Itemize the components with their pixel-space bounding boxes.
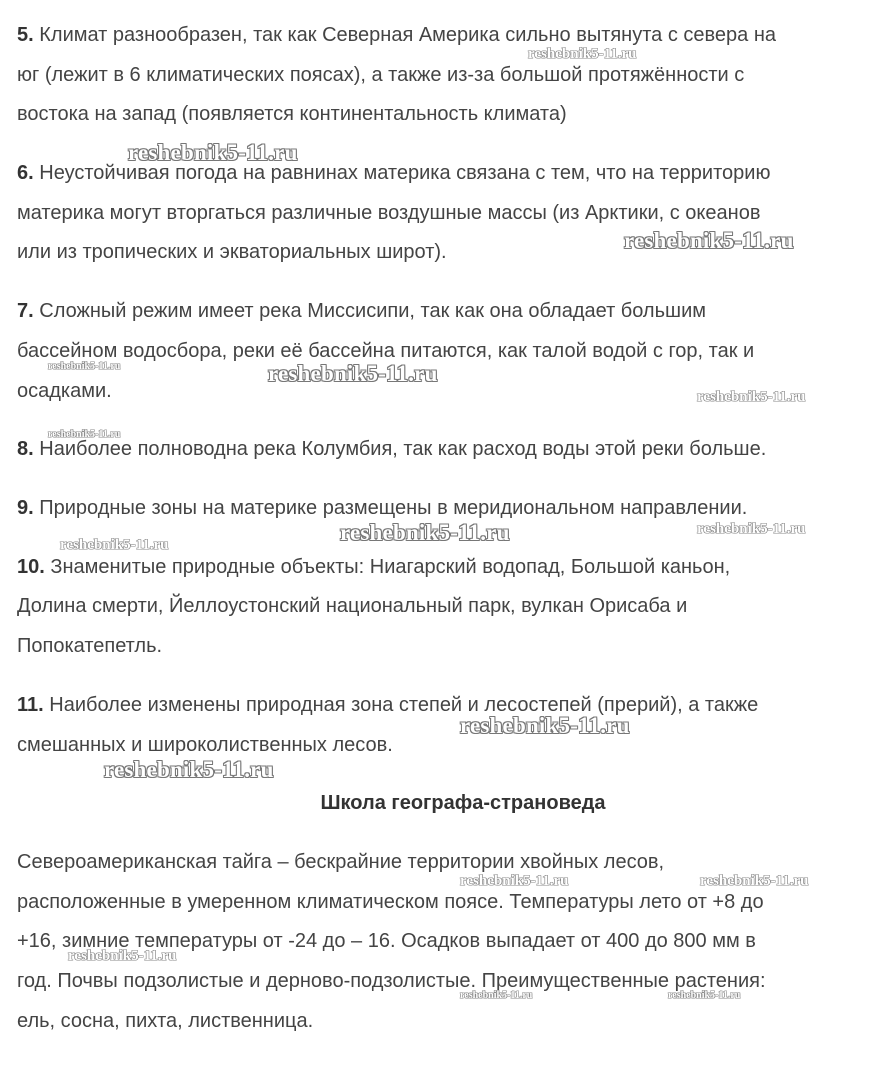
watermark: reshebnik5-11.ru [104, 757, 274, 782]
answer-6-number: 6. [17, 162, 34, 184]
answer-7-line-2: бассейном водосбора, реки её бассейна питаются, как талой водой с гор, так и [17, 340, 755, 362]
answer-11-line-2: смешанных и широколиственных лесов. [17, 734, 393, 756]
answer-11-line-1: 11. Наиболее изменены природная зона степей и лесостепей (прерий), а также [17, 694, 759, 716]
watermark: reshebnik5-11.ru [460, 990, 533, 1001]
answer-6-line-2: материка могут вторгаться различные воздушные массы (из Арктики, с океанов [17, 202, 761, 224]
watermark: reshebnik5-11.ru [268, 361, 438, 386]
watermark: reshebnik5-11.ru [528, 46, 637, 62]
section-line-2: расположенные в умеренном климатическом поясе. Температуры лето от +8 до [17, 891, 764, 913]
answer-10-line-3: Попокатепетль. [17, 635, 163, 657]
answer-10-number: 10. [17, 556, 45, 578]
answer-5-number: 5. [17, 24, 34, 46]
section-line-3: +16, зимние температуры от -24 до – 16. Осадков выпадает от 400 до 800 мм в [17, 930, 756, 952]
answer-7-number: 7. [17, 300, 34, 322]
section-line-5: ель, сосна, пихта, лиственница. [17, 1010, 314, 1032]
answer-10-line-1: 10. Знаменитые природные объекты: Ниагарский водопад, Большой каньон, [17, 556, 731, 578]
watermark: reshebnik5-11.ru [624, 228, 794, 253]
watermark: reshebnik5-11.ru [700, 873, 809, 889]
watermark: reshebnik5-11.ru [68, 948, 177, 964]
watermark: reshebnik5-11.ru [668, 990, 741, 1001]
watermark: reshebnik5-11.ru [460, 873, 569, 889]
answer-10-line-2: Долина смерти, Йеллоустонский национальный парк, вулкан Орисаба и [17, 595, 688, 617]
watermark: reshebnik5-11.ru [48, 361, 121, 372]
section-line-4: год. Почвы подзолистые и дерново-подзолистые. Преимущественные растения: [17, 970, 766, 992]
answer-6-line-1: 6. Неустойчивая погода на равнинах материка связана с тем, что на территорию [17, 162, 771, 184]
section-title: Школа географа-страноведа [320, 792, 606, 814]
answer-6-line-3: или из тропических и экваториальных широт). [17, 241, 447, 263]
watermark: reshebnik5-11.ru [340, 520, 510, 545]
answer-8-number: 8. [17, 438, 34, 460]
answer-7-line-1: 7. Сложный режим имеет река Миссисипи, так как она обладает большим [17, 300, 706, 322]
answer-5-line-3: востока на запад (появляется континентальность климата) [17, 103, 567, 125]
watermark: reshebnik5-11.ru [460, 713, 630, 738]
watermark: reshebnik5-11.ru [697, 521, 806, 537]
answer-9-line-1: 9. Природные зоны на материке размещены в меридиональном направлении. [17, 497, 748, 519]
answer-9-number: 9. [17, 497, 34, 519]
answer-11-number: 11. [17, 694, 44, 716]
answer-5-line-2: юг (лежит в 6 климатических поясах), а также из-за большой протяжённости с [17, 64, 745, 86]
answer-8-line-1: 8. Наиболее полноводна река Колумбия, так как расход воды этой реки больше. [17, 438, 767, 460]
answer-7-line-3: осадками. [17, 380, 112, 402]
watermark: reshebnik5-11.ru [60, 537, 169, 553]
watermark: reshebnik5-11.ru [48, 429, 121, 440]
watermark: reshebnik5-11.ru [697, 389, 806, 405]
answer-5-line-1: 5. Климат разнообразен, так как Северная Америка сильно вытянута с севера на [17, 24, 777, 46]
watermark: reshebnik5-11.ru [128, 140, 298, 165]
section-line-1: Североамериканская тайга – бескрайние территории хвойных лесов, [17, 851, 665, 873]
